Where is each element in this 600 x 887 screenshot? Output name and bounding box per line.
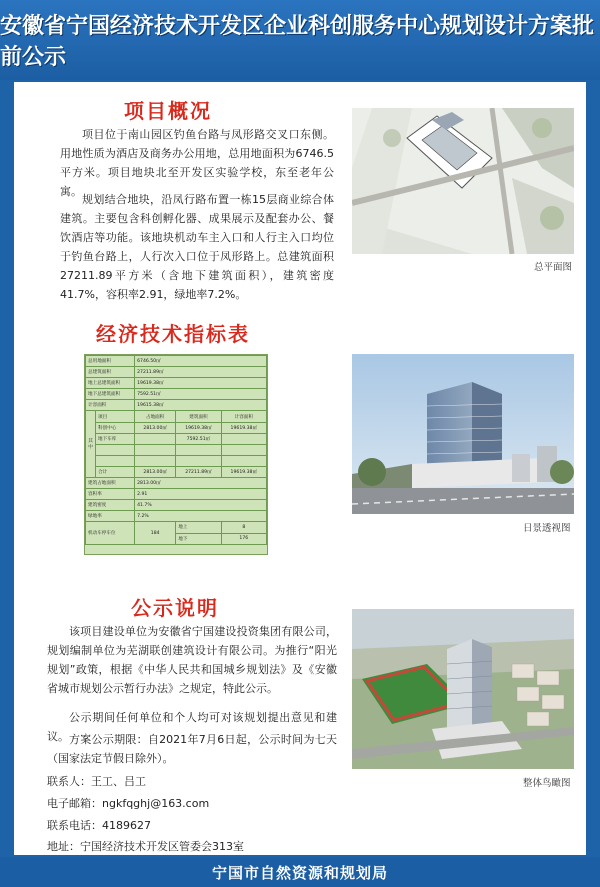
cell: 科创中心 bbox=[96, 422, 135, 433]
table-row bbox=[86, 378, 267, 389]
col-header: 项目 bbox=[96, 411, 135, 422]
row-label: 地下总建筑面积 bbox=[86, 389, 135, 400]
row-value: 27211.89㎡ bbox=[135, 367, 267, 378]
day-view-drawing bbox=[352, 354, 574, 514]
row-value: 7.2% bbox=[135, 511, 267, 522]
row-label: 建筑占地面积 bbox=[86, 478, 135, 489]
day-view-caption: 日景透视图 bbox=[523, 523, 571, 534]
row-label: 地上总建筑面积 bbox=[86, 378, 135, 389]
table-row bbox=[86, 400, 267, 411]
notice-paragraph-2: 公示期间任何单位和个人均可对该规划提出意见和建议。 bbox=[47, 711, 337, 743]
aerial-drawing bbox=[352, 609, 574, 769]
col-header: 占地面积 bbox=[135, 411, 176, 422]
row-label: 总用地面积 bbox=[86, 356, 135, 367]
cell: 19619.38㎡ bbox=[176, 422, 221, 433]
table-row bbox=[86, 411, 267, 422]
table-row bbox=[86, 389, 267, 400]
aerial-caption: 整体鸟瞰图 bbox=[523, 778, 571, 789]
table-row bbox=[86, 356, 267, 367]
overview-paragraph-1: 项目位于南山园区钓鱼台路与凤形路交叉口东侧。用地性质为酒店及商务办公用地，总用地面积为6746.5平方米。项目地块北至开发区实验学校，东至老年公寓。 bbox=[60, 128, 334, 198]
cell bbox=[135, 444, 176, 455]
aerial-image bbox=[352, 609, 574, 769]
col-header: 计容面积 bbox=[221, 411, 266, 422]
parking-above: 8 bbox=[221, 522, 266, 533]
col-header: 建筑面积 bbox=[176, 411, 221, 422]
row-value: 7592.51㎡ bbox=[135, 389, 267, 400]
cell: 19619.38㎡ bbox=[221, 422, 266, 433]
table-row bbox=[86, 478, 267, 489]
footer-organization: 宁国市自然资源和规划局 bbox=[0, 857, 600, 887]
cell: 地下车库 bbox=[96, 433, 135, 444]
notice-title: 公示说明 bbox=[131, 596, 219, 620]
side-label: 其 中 bbox=[86, 411, 96, 478]
cell bbox=[135, 433, 176, 444]
row-label: 容积率 bbox=[86, 489, 135, 500]
row-label: 总建筑面积 bbox=[86, 367, 135, 378]
cell: 2813.00㎡ bbox=[135, 422, 176, 433]
cell bbox=[221, 455, 266, 466]
contact-person: 联系人：王工、吕工 bbox=[47, 775, 146, 788]
cell: 2813.00㎡ bbox=[135, 466, 176, 477]
row-value: 2.91 bbox=[135, 489, 267, 500]
contact-address: 地址：宁国经济技术开发区管委会313室 bbox=[47, 840, 244, 853]
parking-below: 176 bbox=[221, 533, 266, 544]
row-value: 19619.38㎡ bbox=[135, 378, 267, 389]
table-row bbox=[86, 367, 267, 378]
site-plan-image bbox=[352, 108, 574, 254]
table-row bbox=[86, 511, 267, 522]
table-row bbox=[86, 522, 267, 533]
overview-title: 项目概况 bbox=[124, 99, 212, 123]
cell bbox=[221, 433, 266, 444]
row-value: 41.7% bbox=[135, 500, 267, 511]
cell bbox=[176, 455, 221, 466]
cell bbox=[96, 455, 135, 466]
row-label: 绿地率 bbox=[86, 511, 135, 522]
cell: 7592.51㎡ bbox=[176, 433, 221, 444]
parking-total: 184 bbox=[135, 522, 176, 544]
day-view-image bbox=[352, 354, 574, 514]
parking-above-label: 地上 bbox=[176, 522, 221, 533]
parking-label: 机动车停车位 bbox=[86, 522, 135, 544]
table-row bbox=[86, 422, 267, 433]
site-plan-caption: 总平面图 bbox=[534, 262, 573, 273]
parking-below-label: 地下 bbox=[176, 533, 221, 544]
cell: 19619.38㎡ bbox=[221, 466, 266, 477]
table-row bbox=[86, 489, 267, 500]
notice-paragraph-3: 方案公示期限：自2021年7月6日起，公示时间为七天（国家法定节假日除外）。 bbox=[47, 733, 337, 765]
cell bbox=[176, 444, 221, 455]
table-row bbox=[86, 500, 267, 511]
cell: 合计 bbox=[96, 466, 135, 477]
table-row bbox=[86, 444, 267, 455]
table-row bbox=[86, 466, 267, 477]
row-label: 建筑密度 bbox=[86, 500, 135, 511]
table-row bbox=[86, 433, 267, 444]
contact-phone: 联系电话：4189627 bbox=[47, 819, 151, 832]
indicators-title: 经济技术指标表 bbox=[96, 322, 250, 346]
row-label: 计容面积 bbox=[86, 400, 135, 411]
row-value: 19615.38㎡ bbox=[135, 400, 267, 411]
overview-paragraph-2: 规划结合地块，沿凤行路布置一栋15层商业综合体建筑。主要包含科创孵化器、成果展示及配套办公、餐饮酒店等功能。该地块机动车主入口和人行主入口均位于钓鱼台路上，人行次入口位于凤形路上。总建筑面积27211.89平方米（含地下建筑面积），建筑密度41.7%，容积率2.91，绿地率7.2%。 bbox=[60, 193, 334, 301]
table-row bbox=[86, 455, 267, 466]
cell bbox=[135, 455, 176, 466]
cell bbox=[221, 444, 266, 455]
page-title: 安徽省宁国经济技术开发区企业科创服务中心规划设计方案批前公示 bbox=[0, 0, 600, 80]
indicators-table bbox=[84, 354, 268, 555]
site-plan-drawing bbox=[352, 108, 574, 254]
cell bbox=[96, 444, 135, 455]
contact-email: 电子邮箱：ngkfqghj@163.com bbox=[47, 797, 210, 810]
row-value: 6746.50㎡ bbox=[135, 356, 267, 367]
row-value: 2813.00㎡ bbox=[135, 478, 267, 489]
cell: 27211.89㎡ bbox=[176, 466, 221, 477]
notice-paragraph-1: 该项目建设单位为安徽省宁国建设投资集团有限公司，规划编制单位为芜湖联创建筑设计有限公司。为推行“阳光规划”政策，根据《中华人民共和国城乡规划法》及《安徽省城市规划公示暂行办法》之规定，特此公示。 bbox=[47, 625, 337, 695]
